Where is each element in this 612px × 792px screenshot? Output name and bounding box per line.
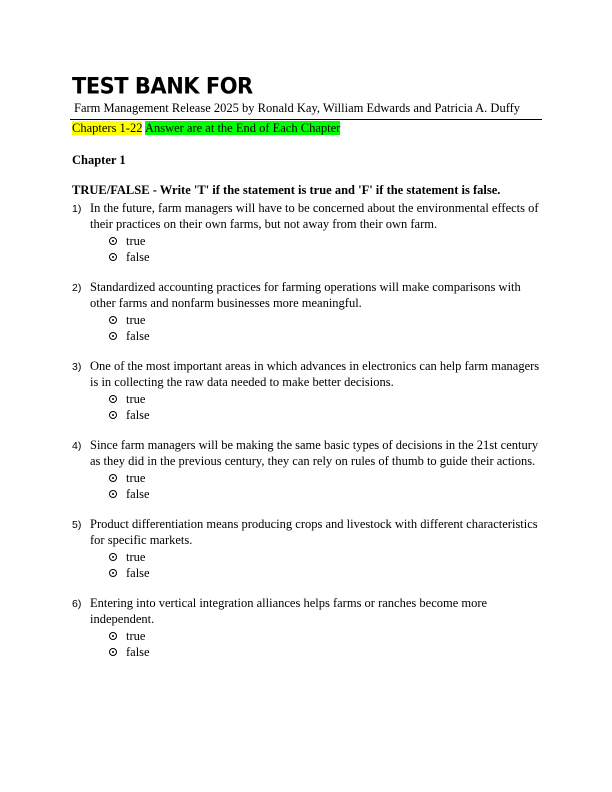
chapters-label: Chapters 1-22	[72, 121, 143, 135]
option-label: false	[126, 566, 150, 580]
option-label: false	[126, 408, 150, 422]
option-label: true	[126, 471, 146, 485]
radio-icon[interactable]	[109, 237, 117, 245]
question-text: Since farm managers will be making the same basic types of decisions in the 21st century as they did in the previous century, they can rely on rules of thumb to guide their actions.	[90, 438, 539, 468]
answer-options	[109, 549, 542, 581]
question-number: 1)	[72, 203, 82, 215]
option-true[interactable]	[109, 233, 542, 249]
page-title: TEST BANK FOR	[72, 73, 253, 99]
radio-icon[interactable]	[109, 253, 117, 261]
question-text: Entering into vertical integration alliances helps farms or ranches become more independent.	[90, 596, 488, 626]
option-false[interactable]	[109, 486, 542, 502]
option-true[interactable]	[109, 628, 542, 644]
question-item	[72, 437, 542, 502]
radio-icon[interactable]	[109, 632, 117, 640]
option-label: true	[126, 629, 146, 643]
option-label: true	[126, 550, 146, 564]
option-false[interactable]	[109, 644, 542, 660]
option-true[interactable]	[109, 470, 542, 486]
answer-options	[109, 470, 542, 502]
option-true[interactable]	[109, 391, 542, 407]
question-text: Product differentiation means producing crops and livestock with different characteristics for specific markets.	[90, 517, 538, 547]
option-label: true	[126, 313, 146, 327]
radio-icon[interactable]	[109, 553, 117, 561]
question-item	[72, 358, 542, 423]
option-label: false	[126, 487, 150, 501]
question-text: One of the most important areas in which advances in electronics can help farm managers is in collecting the raw data needed to make better decisions.	[90, 359, 540, 389]
answer-options	[109, 312, 542, 344]
question-number: 2)	[72, 282, 82, 294]
option-label: true	[126, 234, 146, 248]
option-label: true	[126, 392, 146, 406]
option-label: false	[126, 645, 150, 659]
radio-icon[interactable]	[109, 648, 117, 656]
option-label: false	[126, 329, 150, 343]
question-number: 5)	[72, 519, 82, 531]
book-subtitle: Farm Management Release 2025 by Ronald Kay, William Edwards and Patricia A. Duffy	[74, 101, 521, 115]
question-text: In the future, farm managers will have to be concerned about the environmental effects of their practices on their own farms, but not away from their own farm.	[90, 201, 539, 231]
option-true[interactable]	[109, 312, 542, 328]
radio-icon[interactable]	[109, 411, 117, 419]
question-number: 3)	[72, 361, 82, 373]
radio-icon[interactable]	[109, 395, 117, 403]
question-item	[72, 595, 542, 660]
option-true[interactable]	[109, 549, 542, 565]
radio-icon[interactable]	[109, 569, 117, 577]
radio-icon[interactable]	[109, 474, 117, 482]
radio-icon[interactable]	[109, 316, 117, 324]
chapters-line	[72, 121, 340, 136]
option-label: false	[126, 250, 150, 264]
option-false[interactable]	[109, 565, 542, 581]
option-false[interactable]	[109, 328, 542, 344]
header-divider	[70, 119, 542, 120]
option-false[interactable]	[109, 407, 542, 423]
question-number: 4)	[72, 440, 82, 452]
question-item	[72, 279, 542, 344]
question-number: 6)	[72, 598, 82, 610]
question-text: Standardized accounting practices for farming operations will make comparisons with other farms and nonfarm businesses more meaningful.	[90, 280, 521, 310]
section-instructions: TRUE/FALSE - Write 'T' if the statement is true and 'F' if the statement is false.	[72, 183, 501, 197]
answer-options	[109, 391, 542, 423]
answer-options	[109, 628, 542, 660]
chapter-heading: Chapter 1	[72, 153, 126, 167]
answers-note: Answer are at the End of Each Chapter	[144, 121, 341, 135]
radio-icon[interactable]	[109, 332, 117, 340]
question-item	[72, 516, 542, 581]
answer-options	[109, 233, 542, 265]
option-false[interactable]	[109, 249, 542, 265]
radio-icon[interactable]	[109, 490, 117, 498]
question-item	[72, 200, 542, 265]
